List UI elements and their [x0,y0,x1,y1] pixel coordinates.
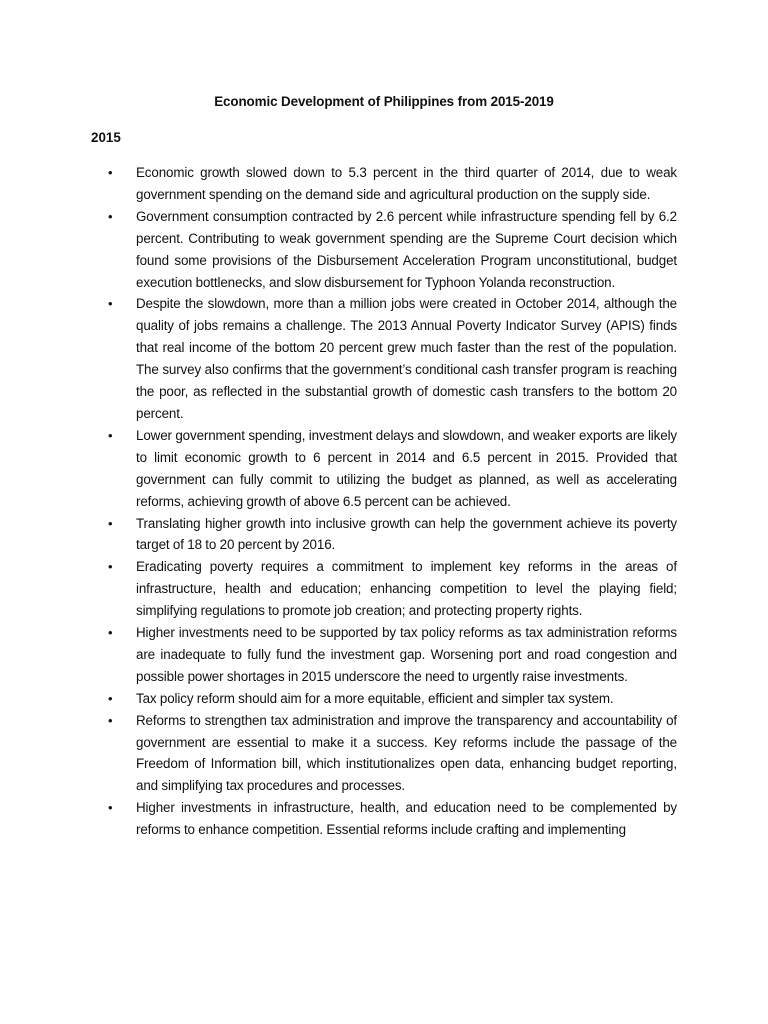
bullet-text: Tax policy reform should aim for a more equitable, efficient and simpler tax system. [136,690,614,706]
list-item [91,162,677,206]
bullet-text: Economic growth slowed down to 5.3 percent in the third quarter of 2014, due to weak government spending on the demand side and agricultural production on the supply side. [136,165,677,202]
bullet-text: Higher investments in infrastructure, health, and education need to be complemented by reforms to enhance competition. Essential reforms include crafting and implementing [136,800,677,838]
list-item [91,797,677,841]
bullet-icon: • [108,296,113,312]
bullet-icon: • [108,690,113,706]
bullet-icon: • [108,559,113,575]
bullet-text: Lower government spending, investment delays and slowdown, and weaker exports are likely to limit economic growth to 6 percent in 2014 and 6.5 percent in 2015. Provided that government can fully commit to utilizing the budget as planned, as well as accelerating reforms, achieving growth of above 6.5 percent can be achieved. [136,427,677,509]
bullet-text: Higher investments need to be supported by tax policy reforms as tax administration reforms are inadequate to fully fund the investment gap. Worsening port and road congestion and possible power shortages in 2015 underscore the need to urgently raise investments. [136,625,677,684]
list-item [91,425,677,513]
bullet-icon: • [108,625,113,641]
bullet-icon: • [108,515,113,531]
bullet-text: Despite the slowdown, more than a million jobs were created in October 2014, although the quality of jobs remains a challenge. The 2013 Annual Poverty Indicator Survey (APIS) finds that real income of the bottom 20 percent grew much faster than the rest of the population. The survey also confirms that the government’s conditional cash transfer program is reaching the poor, as reflected in the substantial growth of domestic cash transfers to the bottom 20 percent. [136,296,677,421]
list-item [91,556,677,622]
bullet-icon: • [108,165,113,180]
list-item [91,513,677,557]
section-heading-2015: 2015 [91,130,121,145]
list-item [91,688,677,710]
bullet-icon: • [108,712,113,728]
list-item [91,206,677,294]
bullet-text: Eradicating poverty requires a commitment to implement key reforms in the areas of infrastructure, health and education; enhancing competition to level the playing field; simplifying regulations to promote job creation; and protecting property rights. [136,559,677,619]
bullet-text: Translating higher growth into inclusive growth can help the government achieve its poverty target of 18 to 20 percent by 2016. [136,515,677,553]
list-item [91,293,677,424]
list-item [91,622,677,688]
list-item [91,710,677,798]
bullet-icon: • [108,208,113,224]
bullet-text: Government consumption contracted by 2.6 percent while infrastructure spending fell by 6.2 percent. Contributing to weak government spending are the Supreme Court decision which found some provisions of the Disbursement Acceleration Program unconstitutional, budget execution bottlenecks, and slow disbursement for Typhoon Yolanda reconstruction. [136,208,677,290]
bullet-text: Reforms to strengthen tax administration and improve the transparency and accountability of government are essential to make it a success. Key reforms include the passage of the Freedom of Information bill, which institutionalizes open data, enhancing budget reporting, and simplifying tax procedures and processes. [136,712,677,794]
bullet-list [91,162,677,841]
bullet-icon: • [108,427,113,443]
document-title: Economic Development of Philippines from 2015-2019 [214,94,554,109]
bullet-icon: • [108,800,113,816]
